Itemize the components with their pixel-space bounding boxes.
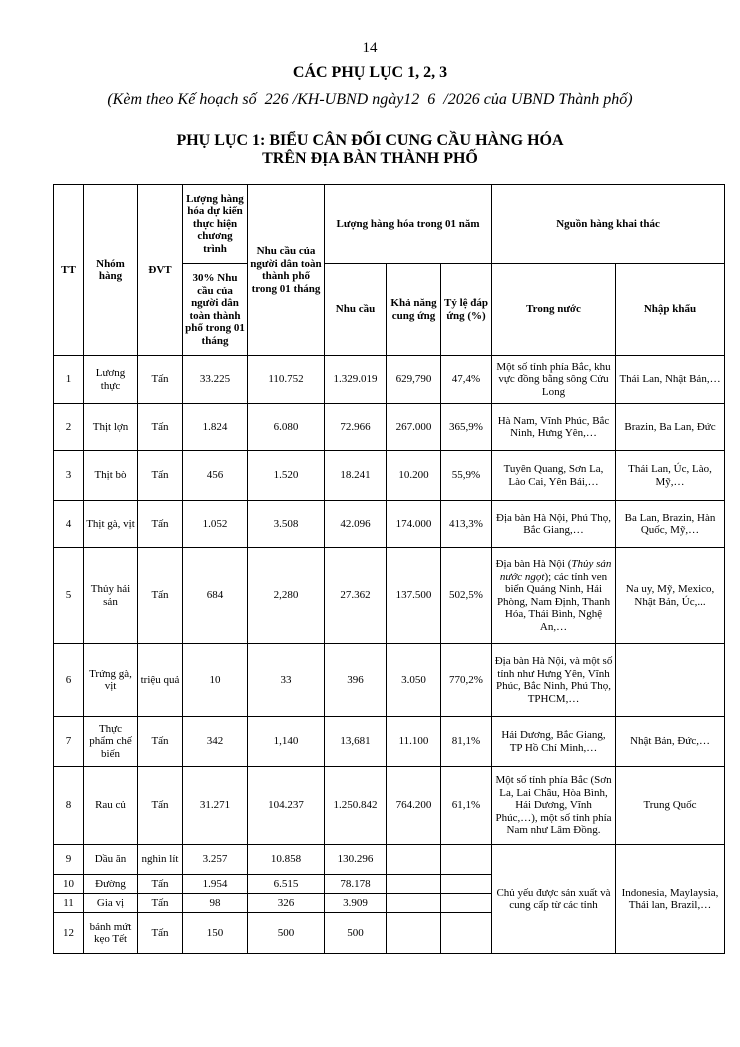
header-domestic: Trong nước [492, 264, 616, 356]
cell-group: Thịt lợn [84, 404, 138, 451]
cell-rate [441, 875, 492, 894]
cell-program: 456 [183, 451, 248, 501]
cell-tt: 5 [54, 548, 84, 644]
cell-tt: 1 [54, 356, 84, 404]
cell-month: 500 [248, 913, 325, 954]
cell-supply: 11.100 [387, 717, 441, 767]
cell-demand: 27.362 [325, 548, 387, 644]
document-subtitle: (Kèm theo Kế hoạch số 226 /KH-UBND ngày12 6 /2026 của UBND Thành phố) [107, 91, 633, 108]
cell-domestic: Một số tỉnh phía Bắc, khu vực đồng bằng sông Cửu Long [492, 356, 616, 404]
cell-unit: triệu quả [138, 644, 183, 717]
cell-tt: 7 [54, 717, 84, 767]
cell-tt: 3 [54, 451, 84, 501]
cell-demand: 500 [325, 913, 387, 954]
cell-group: Thịt bò [84, 451, 138, 501]
cell-domestic: Địa bàn Hà Nội, Phú Thọ, Bắc Giang,… [492, 501, 616, 548]
cell-rate [441, 894, 492, 913]
cell-tt: 12 [54, 913, 84, 954]
page-number: 14 [362, 40, 378, 56]
cell-import: Brazin, Ba Lan, Đức [616, 404, 725, 451]
table-row [54, 845, 725, 875]
cell-rate: 413,3% [441, 501, 492, 548]
header-rate: Tỷ lệ đáp ứng (%) [441, 264, 492, 356]
table-row [54, 501, 725, 548]
header-supply: Khả năng cung ứng [387, 264, 441, 356]
cell-month: 104.237 [248, 767, 325, 845]
cell-program: 342 [183, 717, 248, 767]
cell-month: 110.752 [248, 356, 325, 404]
cell-program: 31.271 [183, 767, 248, 845]
domestic-text-a: Địa bàn Hà Nội ( [495, 558, 572, 570]
cell-unit: Tấn [138, 913, 183, 954]
cell-tt: 11 [54, 894, 84, 913]
cell-supply: 764.200 [387, 767, 441, 845]
cell-rate: 770,2% [441, 644, 492, 717]
cell-group: Rau củ [84, 767, 138, 845]
cell-unit: Tấn [138, 894, 183, 913]
cell-demand: 78.178 [325, 875, 387, 894]
cell-month: 6.080 [248, 404, 325, 451]
cell-month: 10.858 [248, 845, 325, 875]
header-program: Lượng hàng hóa dự kiến thực hiện chương trình [183, 185, 248, 264]
cell-month: 6.515 [248, 875, 325, 894]
cell-domestic [492, 548, 616, 644]
table-row [54, 767, 725, 845]
cell-domestic: Tuyên Quang, Sơn La, Lào Cai, Yên Bái,… [492, 451, 616, 501]
cell-demand: 42.096 [325, 501, 387, 548]
cell-unit: Tấn [138, 501, 183, 548]
cell-month: 1.520 [248, 451, 325, 501]
cell-supply: 629,790 [387, 356, 441, 404]
cell-rate: 502,5% [441, 548, 492, 644]
header-demand-month: Nhu cầu của người dân toàn thành phố trong 01 tháng [248, 185, 325, 356]
table-row [54, 717, 725, 767]
cell-rate [441, 913, 492, 954]
cell-program: 1.052 [183, 501, 248, 548]
cell-supply [387, 845, 441, 875]
cell-program: 1.824 [183, 404, 248, 451]
cell-import: Nhật Bản, Đức,… [616, 717, 725, 767]
cell-demand: 396 [325, 644, 387, 717]
header-source-group: Nguồn hàng khai thác [492, 185, 725, 264]
cell-domestic: Địa bàn Hà Nội, và một số tỉnh như Hưng Yên, Vĩnh Phúc, Bắc Ninh, Phú Thọ, TPHCM,… [492, 644, 616, 717]
domestic-text-b: ); các tỉnh ven biển Quảng Ninh, Hải Phòng, Nam Định, Thanh Hóa, Thái Bình, Nghệ An,… [496, 570, 611, 633]
cell-demand: 1.329.019 [325, 356, 387, 404]
cell-unit: Tấn [138, 548, 183, 644]
cell-program: 150 [183, 913, 248, 954]
cell-tt: 2 [54, 404, 84, 451]
cell-rate: 55,9% [441, 451, 492, 501]
cell-tt: 9 [54, 845, 84, 875]
header-tt: TT [54, 185, 84, 356]
cell-import: Ba Lan, Brazin, Hàn Quốc, Mỹ,… [616, 501, 725, 548]
header-program-sub: 30% Nhu cầu của người dân toàn thành phố trong 01 tháng [183, 264, 248, 356]
cell-unit: Tấn [138, 404, 183, 451]
cell-group: Thủy hải sản [84, 548, 138, 644]
cell-rate: 365,9% [441, 404, 492, 451]
cell-program: 1.954 [183, 875, 248, 894]
cell-domestic: Hải Dương, Bắc Giang, TP Hồ Chí Minh,… [492, 717, 616, 767]
cell-supply: 267.000 [387, 404, 441, 451]
header-demand: Nhu cầu [325, 264, 387, 356]
cell-import-merged: Indonesia, Maylaysia, Thái lan, Brazil,… [616, 845, 725, 954]
cell-tt: 6 [54, 644, 84, 717]
cell-rate: 81,1% [441, 717, 492, 767]
cell-supply: 10.200 [387, 451, 441, 501]
cell-program: 33.225 [183, 356, 248, 404]
cell-rate [441, 845, 492, 875]
cell-group: Gia vị [84, 894, 138, 913]
cell-month: 33 [248, 644, 325, 717]
cell-import: Thái Lan, Úc, Lào, Mỹ,… [616, 451, 725, 501]
cell-supply [387, 913, 441, 954]
cell-unit: nghìn lít [138, 845, 183, 875]
header-year-group: Lượng hàng hóa trong 01 năm [325, 185, 492, 264]
cell-group: Lương thực [84, 356, 138, 404]
cell-demand: 1.250.842 [325, 767, 387, 845]
domestic-text-italic: Thủy sản nước ngọt [499, 558, 612, 583]
cell-demand: 13,681 [325, 717, 387, 767]
cell-supply: 3.050 [387, 644, 441, 717]
cell-tt: 4 [54, 501, 84, 548]
cell-tt: 10 [54, 875, 84, 894]
header-import: Nhập khẩu [616, 264, 725, 356]
cell-supply: 137.500 [387, 548, 441, 644]
cell-program: 98 [183, 894, 248, 913]
cell-group: Dầu ăn [84, 845, 138, 875]
cell-supply: 174.000 [387, 501, 441, 548]
cell-group: Thực phẩm chế biến [84, 717, 138, 767]
appendix-title-line1: PHỤ LỤC 1: BIỂU CÂN ĐỐI CUNG CẦU HÀNG HÓA [176, 132, 564, 149]
cell-demand: 18.241 [325, 451, 387, 501]
cell-unit: Tấn [138, 875, 183, 894]
table-row [54, 404, 725, 451]
table-row [54, 548, 725, 644]
cell-tt: 8 [54, 767, 84, 845]
appendix-title [0, 132, 740, 168]
cell-rate: 61,1% [441, 767, 492, 845]
cell-group: Trứng gà, vịt [84, 644, 138, 717]
supply-demand-table [53, 184, 725, 954]
cell-group: bánh mứt kẹo Tết [84, 913, 138, 954]
cell-program: 684 [183, 548, 248, 644]
appendix-title-line2: TRÊN ĐỊA BÀN THÀNH PHỐ [262, 150, 478, 167]
cell-month: 1,140 [248, 717, 325, 767]
cell-rate: 47,4% [441, 356, 492, 404]
cell-month: 3.508 [248, 501, 325, 548]
cell-unit: Tấn [138, 451, 183, 501]
cell-month: 2,280 [248, 548, 325, 644]
cell-import: Thái Lan, Nhật Bản,… [616, 356, 725, 404]
cell-import [616, 644, 725, 717]
cell-supply [387, 894, 441, 913]
cell-demand: 130.296 [325, 845, 387, 875]
cell-unit: Tấn [138, 356, 183, 404]
cell-import: Na uy, Mỹ, Mexico, Nhật Bản, Úc,... [616, 548, 725, 644]
cell-unit: Tấn [138, 767, 183, 845]
cell-domestic: Hà Nam, Vĩnh Phúc, Bắc Ninh, Hưng Yên,… [492, 404, 616, 451]
cell-unit: Tấn [138, 717, 183, 767]
cell-group: Đường [84, 875, 138, 894]
header-group: Nhóm hàng [84, 185, 138, 356]
header-unit: ĐVT [138, 185, 183, 356]
cell-supply [387, 875, 441, 894]
cell-domestic: Một số tỉnh phía Bắc (Sơn La, Lai Châu, Hòa Bình, Hải Dương, Vĩnh Phúc,…), một số tỉnh phía Nam như Lâm Đồng. [492, 767, 616, 845]
cell-demand: 3.909 [325, 894, 387, 913]
cell-demand: 72.966 [325, 404, 387, 451]
document-title: CÁC PHỤ LỤC 1, 2, 3 [292, 64, 448, 81]
table-row [54, 644, 725, 717]
cell-program: 3.257 [183, 845, 248, 875]
cell-group: Thịt gà, vịt [84, 501, 138, 548]
table-row [54, 356, 725, 404]
cell-program: 10 [183, 644, 248, 717]
cell-month: 326 [248, 894, 325, 913]
cell-import: Trung Quốc [616, 767, 725, 845]
table-row [54, 451, 725, 501]
cell-domestic-merged: Chủ yếu được sản xuất và cung cấp từ các tỉnh [492, 845, 616, 954]
